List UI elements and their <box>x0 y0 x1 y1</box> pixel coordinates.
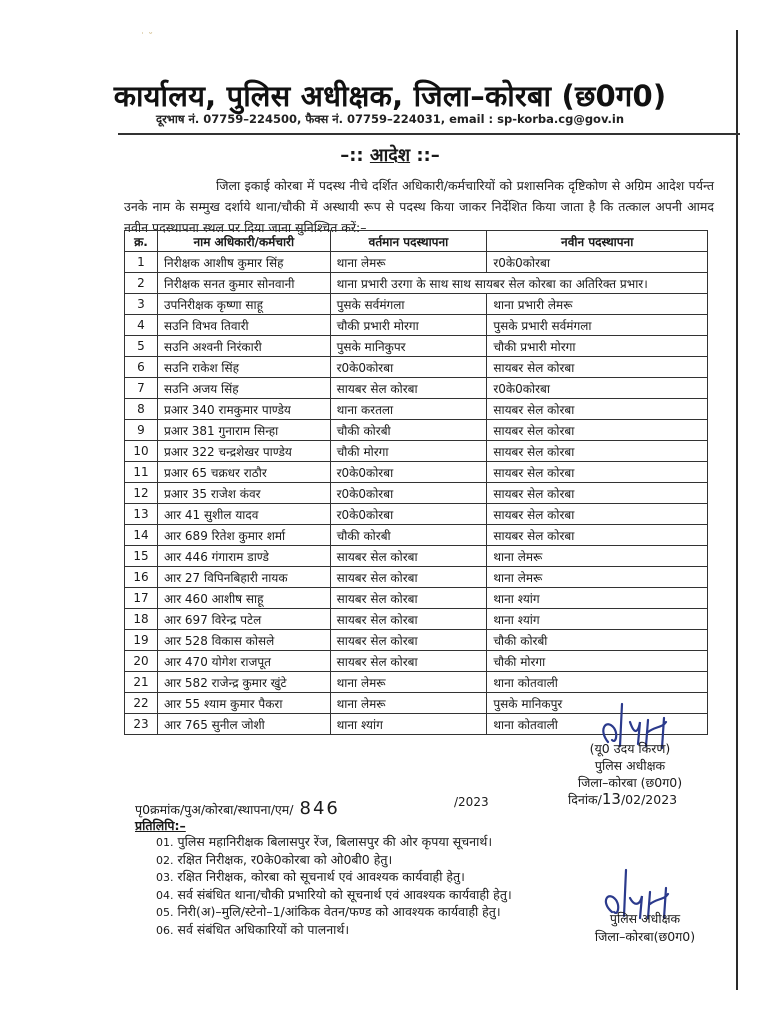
page-edge-line <box>736 30 738 990</box>
reference-handwritten-number: 846 <box>299 798 340 819</box>
table-row <box>125 378 708 399</box>
cell-name: आर 689 रितेश कुमार शर्मा <box>157 525 330 546</box>
header-serial: क्र. <box>125 231 158 252</box>
signatory-designation: पुलिस अधीक्षक <box>594 758 666 773</box>
cell-name: आर 446 गंगाराम डाण्डे <box>157 546 330 567</box>
cell-new-posting: थाना श्यांग <box>487 588 708 609</box>
copy-to-item-text: सर्व संबंधित थाना/चौकी प्रभारियो को सूचनार्थ एवं आवश्यक कार्यवाही हेतु। <box>177 886 512 902</box>
signatory-2-district: जिला–कोरबा(छ0ग0) <box>594 929 696 944</box>
cell-current-posting: र0के0कोरबा <box>330 462 487 483</box>
cell-new-posting: सायबर सेल कोरबा <box>487 399 708 420</box>
cell-new-posting: थाना लेमरू <box>487 567 708 588</box>
cell-current-posting: चौकी प्रभारी मोरगा <box>330 315 487 336</box>
cell-name: सउनि अजय सिंह <box>157 378 330 399</box>
cell-new-posting: सायबर सेल कोरबा <box>487 420 708 441</box>
table-row <box>125 315 708 336</box>
cell-new-posting: थाना कोतवाली <box>487 714 708 735</box>
copy-to-list <box>156 834 512 939</box>
office-contact: दूरभाष नं. 07759–224500, फैक्स नं. 07759–224031, email : sp-korba.cg@gov.in <box>155 112 625 126</box>
order-heading-text: आदेश <box>369 145 411 166</box>
order-intro <box>124 175 714 238</box>
cell-new-posting: थाना श्यांग <box>487 609 708 630</box>
cell-new-posting: चौकी मोरगा <box>487 651 708 672</box>
cell-name: सउनि अश्वनी निरंकारी <box>157 336 330 357</box>
cell-current-posting: र0के0कोरबा <box>330 357 487 378</box>
copy-to-item <box>156 869 512 887</box>
cell-name: आर 528 विकास कोसले <box>157 630 330 651</box>
table-row <box>125 336 708 357</box>
cell-serial: 13 <box>125 504 158 525</box>
cell-new-posting: थाना प्रभारी लेमरू <box>487 294 708 315</box>
copy-to-item <box>156 922 512 940</box>
cell-name: प्रआर 65 चक्रधर राठौर <box>157 462 330 483</box>
table-row <box>125 294 708 315</box>
copy-to-item-text: पुलिस महानिरीक्षक बिलासपुर रेंज, बिलासपुर की ओर कृपया सूचनार्थ। <box>177 834 493 849</box>
cell-new-posting: चौकी कोरबी <box>487 630 708 651</box>
table-row <box>125 252 708 273</box>
cell-new-posting: थाना कोतवाली <box>487 672 708 693</box>
cell-name: निरीक्षक आशीष कुमार सिंह <box>157 252 330 273</box>
copy-to-item-number: 05. <box>156 906 174 919</box>
office-title: कार्यालय, पुलिस अधीक्षक, जिला–कोरबा (छ0ग0) <box>113 79 667 113</box>
table-header-row <box>125 231 708 252</box>
table-row <box>125 357 708 378</box>
cell-current-posting: थाना श्यांग <box>330 714 487 735</box>
table-row <box>125 672 708 693</box>
cell-name: आर 55 श्याम कुमार पैकरा <box>157 693 330 714</box>
cell-serial: 12 <box>125 483 158 504</box>
cell-new-posting: सायबर सेल कोरबा <box>487 525 708 546</box>
cell-name: आर 41 सुशील यादव <box>157 504 330 525</box>
cell-serial: 16 <box>125 567 158 588</box>
cell-serial: 22 <box>125 693 158 714</box>
cell-name: सउनि राकेश सिंह <box>157 357 330 378</box>
cell-current-posting: थाना लेमरू <box>330 252 487 273</box>
date-day: 13 <box>601 790 621 808</box>
cell-current-posting: सायबर सेल कोरबा <box>330 588 487 609</box>
cell-current-posting: सायबर सेल कोरबा <box>330 609 487 630</box>
signatory-block-2 <box>570 910 720 946</box>
cell-serial: 19 <box>125 630 158 651</box>
cell-name: उपनिरीक्षक कृष्णा साहू <box>157 294 330 315</box>
order-intro-text: जिला इकाई कोरबा में पदस्थ नीचे दर्शित अधिकारी/कर्मचारियों को प्रशासनिक दृष्टिकोण से अग्रिम आदेश पर्यन्त उनके नाम के सम्मुख दर्शाये थाना/चौकी में अस्थायी रूप से पदस्थ किया जाकर निर्देशित किया जाता है कि तत्काल अपनी आमद नवीन पदस्थापना स्थल पर दिया जाना सुनिश्चित करें:– <box>124 178 714 235</box>
cell-new-posting: सायबर सेल कोरबा <box>487 441 708 462</box>
cell-new-posting: पुसके मानिकपुर <box>487 693 708 714</box>
copy-to-item-number: 02. <box>156 853 174 867</box>
cell-name: आर 697 विरेन्द्र पटेल <box>157 609 330 630</box>
cell-name: प्रआर 322 चन्द्रशेखर पाण्डेय <box>157 441 330 462</box>
cell-current-posting: थाना लेमरू <box>330 672 487 693</box>
table-row <box>125 609 708 630</box>
reference-number <box>135 798 340 819</box>
table-row <box>125 567 708 588</box>
table-row <box>125 273 708 294</box>
copy-to-item-number: 01. <box>156 836 174 849</box>
copy-to-label: प्रतिलिपि:– <box>135 818 186 833</box>
cell-new-posting: थाना लेमरू <box>487 546 708 567</box>
table-row <box>125 525 708 546</box>
cell-serial: 18 <box>125 609 158 630</box>
cell-serial: 15 <box>125 546 158 567</box>
cell-serial: 11 <box>125 462 158 483</box>
copy-to-item-number: 03. <box>156 871 174 884</box>
cell-current-posting: चौकी कोरबी <box>330 420 487 441</box>
cell-serial: 3 <box>125 294 158 315</box>
cell-name: आर 470 योगेश राजपूत <box>157 651 330 672</box>
table-row <box>125 420 708 441</box>
cell-name: आर 582 राजेन्द्र कुमार खुंटे <box>157 672 330 693</box>
cell-merged-posting: थाना प्रभारी उरगा के साथ साथ सायबर सेल कोरबा का अतिरिक्त प्रभार। <box>330 273 707 294</box>
cell-serial: 10 <box>125 441 158 462</box>
cell-serial: 8 <box>125 399 158 420</box>
cell-current-posting: चौकी कोरबी <box>330 525 487 546</box>
cell-current-posting: पुसके मानिकुपर <box>330 336 487 357</box>
cell-serial: 14 <box>125 525 158 546</box>
table-row <box>125 504 708 525</box>
copy-to-item-number: 04. <box>156 888 174 902</box>
cell-serial: 17 <box>125 588 158 609</box>
cell-serial: 5 <box>125 336 158 357</box>
header-divider <box>118 133 740 135</box>
cell-current-posting: चौकी मोरगा <box>330 441 487 462</box>
copy-to-item <box>156 852 512 870</box>
order-heading-prefix: –:: <box>340 145 370 166</box>
cell-name: प्रआर 35 राजेश कंवर <box>157 483 330 504</box>
transfer-table <box>124 230 708 735</box>
cell-serial: 6 <box>125 357 158 378</box>
signatory-2-designation: पुलिस अधीक्षक <box>609 911 681 926</box>
table-row <box>125 546 708 567</box>
cell-current-posting: थाना करतला <box>330 399 487 420</box>
cell-current-posting: सायबर सेल कोरबा <box>330 378 487 399</box>
cell-new-posting: पुसके प्रभारी सर्वमंगला <box>487 315 708 336</box>
cell-serial: 7 <box>125 378 158 399</box>
signatory-name: (यू0 उदय किरण) <box>589 741 671 756</box>
cell-current-posting: थाना लेमरू <box>330 693 487 714</box>
table-row <box>125 483 708 504</box>
header-current-posting: वर्तमान पदस्थापना <box>330 231 487 252</box>
table-row <box>125 441 708 462</box>
table-row <box>125 399 708 420</box>
cell-current-posting: सायबर सेल कोरबा <box>330 630 487 651</box>
cell-name: आर 765 सुनील जोशी <box>157 714 330 735</box>
cell-name: सउनि विभव तिवारी <box>157 315 330 336</box>
copy-to-item-text: रक्षित निरीक्षक, र0के0कोरबा को ओ0बी0 हेतु। <box>177 851 393 867</box>
cell-name: आर 27 विपिनबिहारी नायक <box>157 567 330 588</box>
cell-serial: 9 <box>125 420 158 441</box>
cell-new-posting: चौकी प्रभारी मोरगा <box>487 336 708 357</box>
copy-to-item-text: सर्व संबंधित अधिकारियों को पालनार्थ। <box>177 921 350 937</box>
cell-serial: 4 <box>125 315 158 336</box>
cell-serial: 23 <box>125 714 158 735</box>
cell-name: आर 460 आशीष साहू <box>157 588 330 609</box>
cell-new-posting: सायबर सेल कोरबा <box>487 462 708 483</box>
order-date <box>568 790 677 808</box>
date-rest: /02/2023 <box>620 792 678 807</box>
copy-to-item-number: 06. <box>156 923 174 937</box>
copy-to-item-text: निरी(अ)–मुलि/स्टेनो–1/आंकिक वेतन/फण्ड को आवश्यक कार्यवाही हेतु। <box>177 904 501 919</box>
cell-serial: 21 <box>125 672 158 693</box>
reference-year: /2023 <box>454 795 489 809</box>
table-row <box>125 588 708 609</box>
header-name: नाम अधिकारी/कर्मचारी <box>157 231 330 252</box>
signatory-district: जिला–कोरबा (छ0ग0) <box>577 775 683 790</box>
reference-prefix: पृ0क्रमांक/पुअ/कोरबा/स्थापना/एम/ <box>135 802 294 817</box>
cell-current-posting: र0के0कोरबा <box>330 483 487 504</box>
copy-to-item <box>156 887 512 905</box>
table-row <box>125 651 708 672</box>
cell-serial: 2 <box>125 273 158 294</box>
copy-to-item-text: रक्षित निरीक्षक, कोरबा को सूचनार्थ एवं आवश्यक कार्यवाही हेतु। <box>177 869 465 884</box>
cell-current-posting: पुसके सर्वमंगला <box>330 294 487 315</box>
paper-speck: ˙ ˘ <box>140 32 154 43</box>
table-row <box>125 630 708 651</box>
order-heading <box>0 143 780 167</box>
cell-serial: 1 <box>125 252 158 273</box>
cell-new-posting: सायबर सेल कोरबा <box>487 357 708 378</box>
date-label: दिनांक/ <box>568 792 602 807</box>
cell-current-posting: सायबर सेल कोरबा <box>330 651 487 672</box>
cell-new-posting: सायबर सेल कोरबा <box>487 504 708 525</box>
table-row <box>125 462 708 483</box>
cell-serial: 20 <box>125 651 158 672</box>
cell-name: प्रआर 340 रामकुमार पाण्डेय <box>157 399 330 420</box>
cell-current-posting: र0के0कोरबा <box>330 504 487 525</box>
cell-new-posting: र0के0कोरबा <box>487 378 708 399</box>
cell-name: प्रआर 381 गुनाराम सिन्हा <box>157 420 330 441</box>
cell-new-posting: सायबर सेल कोरबा <box>487 483 708 504</box>
copy-to-item <box>156 834 512 852</box>
copy-to-item <box>156 904 512 922</box>
cell-current-posting: सायबर सेल कोरबा <box>330 567 487 588</box>
cell-new-posting: र0के0कोरबा <box>487 252 708 273</box>
signatory-block <box>560 740 700 791</box>
order-heading-suffix: ::– <box>410 145 440 166</box>
header-new-posting: नवीन पदस्थापना <box>487 231 708 252</box>
cell-name: निरीक्षक सनत कुमार सोनवानी <box>157 273 330 294</box>
cell-current-posting: सायबर सेल कोरबा <box>330 546 487 567</box>
